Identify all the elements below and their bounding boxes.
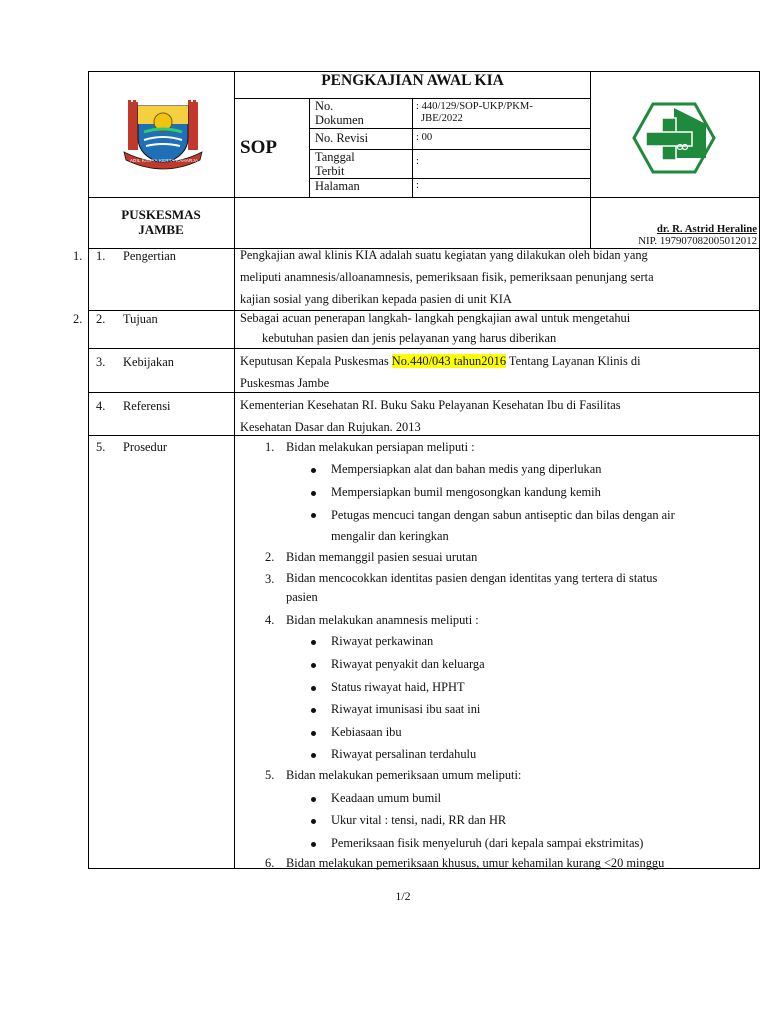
header-divider — [309, 98, 310, 197]
list-item: Status riwayat haid, HPHT — [331, 680, 465, 694]
row-number: 4. — [96, 399, 106, 413]
step-number: 5. — [265, 768, 275, 782]
referensi-text: Kementerian Kesehatan RI. Buku Saku Pelayanan Kesehatan Ibu di Fasilitas Kesehatan Dasar dan Rujukan. 2013 — [240, 398, 621, 434]
list-item: Kebiasaan ibu — [331, 725, 402, 739]
no-dokumen-label: No. Dokumen — [315, 99, 364, 127]
row-number: 1. — [96, 249, 106, 263]
list-item: Mempersiapkan bumil mengosongkan kandung kemih — [331, 485, 601, 499]
highlighted-reference: No.440/043 tahun2016 — [391, 354, 507, 368]
prosedur-step-6: Bidan melakukan pemeriksaan khusus, umur kehamilan kurang <20 minggu — [286, 856, 665, 870]
no-dokumen-value: : 440/129/SOP-UKP/PKM- JBE/2022 — [416, 101, 533, 124]
list-item: Riwayat penyakit dan keluarga — [331, 657, 485, 671]
bullet-icon — [311, 797, 316, 802]
bullet-icon — [311, 663, 316, 668]
bullet-icon — [311, 753, 316, 758]
list-item: Keadaan umum bumil — [331, 791, 442, 805]
prosedur-step-4: Bidan melakukan anamnesis meliputi : — [286, 613, 479, 627]
tanggal-terbit-value: : — [416, 156, 419, 167]
puskesmas-logo — [632, 102, 716, 174]
body-divider — [234, 248, 235, 869]
tujuan-text: Sebagai acuan penerapan langkah- langkah pengkajian awal untuk mengetahui kebutuhan pasien dan jenis pelayanan yang harus diberikan — [240, 311, 631, 345]
step-number: 6. — [265, 856, 275, 870]
pengertian-text: Pengkajian awal klinis KIA adalah suatu kegiatan yang dilakukan oleh bidan yang meliputi anamnesis/alloanamnesis, pemeriksaan fisik, pemeriksaan penunjang serta kajian sosial yang diberikan kepada pasien di unit KIA — [240, 248, 654, 306]
list-item: Mempersiapkan alat dan bahan medis yang diperlukan — [331, 462, 602, 476]
prosedur-step-3: Bidan mencocokkan identitas pasien dengan identitas yang tertera di status pasien — [286, 571, 658, 604]
list-item: Riwayat persalinan terdahulu — [331, 747, 477, 761]
list-item: Petugas mencuci tangan dengan sabun antiseptic dan bilas dengan air mengalir dan keringkan — [331, 508, 675, 543]
header-divider — [412, 98, 413, 197]
row-number: 2. — [96, 312, 106, 326]
bullet-icon — [311, 842, 316, 847]
outer-list-number: 1. — [73, 249, 83, 263]
prosedur-step-5: Bidan melakukan pemeriksaan umum meliputi: — [286, 768, 522, 782]
kebijakan-text: Keputusan Kepala Puskesmas No.440/043 tahun2016 Tentang Layanan Klinis di Puskesmas Jambe — [240, 354, 641, 390]
crest-ribbon-text: ADIL KARYA KERTA RAHARJA — [129, 158, 199, 163]
no-revisi-label: No. Revisi — [315, 131, 369, 145]
no-revisi-value: : 00 — [416, 132, 433, 143]
row-label-pengertian: Pengertian — [123, 249, 176, 263]
signatory-nip: NIP. 197907082005012012 — [638, 235, 757, 247]
row-label-tujuan: Tujuan — [123, 312, 158, 326]
bullet-icon — [311, 640, 316, 645]
bullet-icon — [311, 491, 316, 496]
bullet-icon — [311, 686, 316, 691]
row-number: 3. — [96, 355, 106, 369]
halaman-value: : — [416, 180, 419, 191]
bullet-icon — [311, 731, 316, 736]
sop-label: SOP — [240, 137, 277, 158]
header-divider — [88, 197, 760, 198]
body-divider — [88, 348, 760, 349]
step-number: 3. — [265, 572, 275, 586]
bullet-icon — [311, 708, 316, 713]
document-title: PENGKAJIAN AWAL KIA — [321, 72, 504, 89]
step-number: 2. — [265, 550, 275, 564]
signatory-name: dr. R. Astrid Heraline — [656, 223, 757, 235]
page-number: 1/2 — [395, 889, 411, 903]
step-number: 1. — [265, 440, 275, 454]
list-item: Riwayat perkawinan — [331, 634, 434, 648]
list-item: Pemeriksaan fisik menyeluruh (dari kepala sampai ekstrimitas) — [331, 836, 644, 850]
bullet-icon — [311, 468, 316, 473]
row-label-kebijakan: Kebijakan — [123, 355, 174, 369]
row-label-referensi: Referensi — [123, 399, 171, 413]
prosedur-step-1: Bidan melakukan persiapan meliputi : — [286, 440, 475, 454]
prosedur-step-2: Bidan memanggil pasien sesuai urutan — [286, 550, 478, 564]
tanggal-terbit-label: Tanggal Terbit — [315, 150, 355, 178]
bullet-icon — [311, 819, 316, 824]
header-divider — [234, 98, 591, 99]
halaman-label: Halaman — [315, 179, 360, 193]
outer-list-number: 2. — [73, 312, 83, 326]
list-item: Riwayat imunisasi ibu saat ini — [331, 702, 481, 716]
step-number: 4. — [265, 613, 275, 627]
list-item: Ukur vital : tensi, nadi, RR dan HR — [331, 813, 507, 827]
institution-name: PUSKESMAS JAMBE — [121, 207, 201, 237]
row-label-prosedur: Prosedur — [123, 440, 168, 454]
row-number: 5. — [96, 440, 106, 454]
header-divider — [309, 128, 591, 129]
bullet-icon — [311, 513, 316, 518]
